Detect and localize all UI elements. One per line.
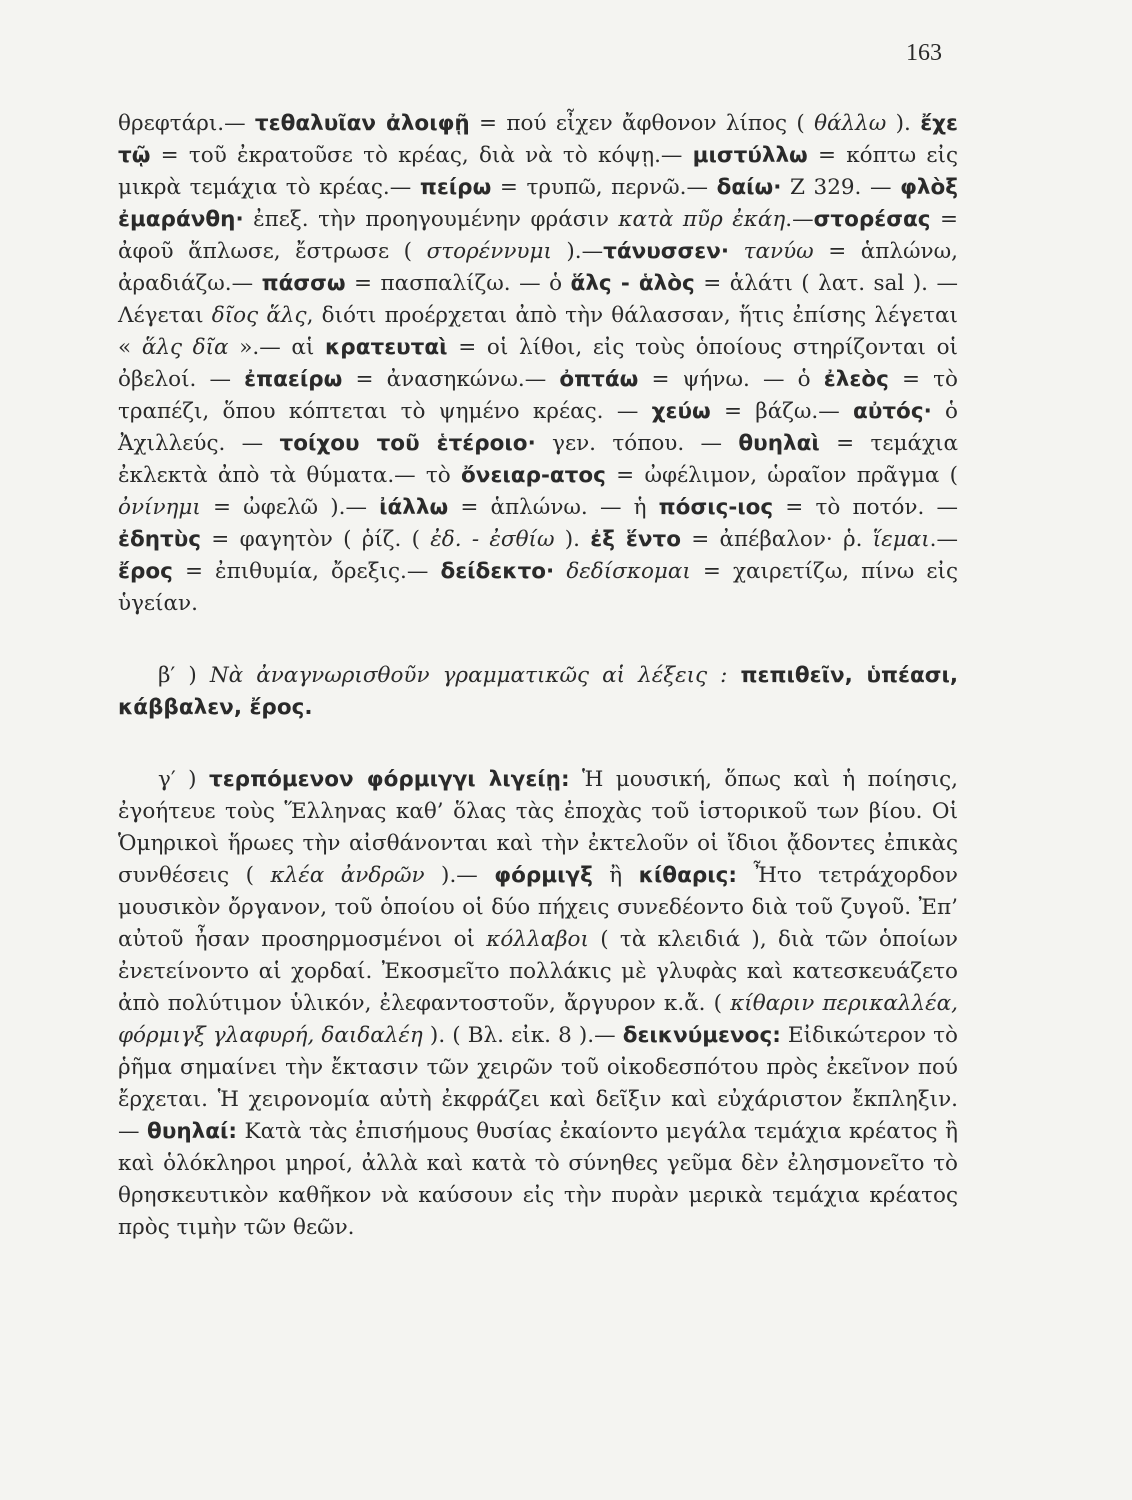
text-run: .— bbox=[785, 207, 814, 232]
paragraph-grammar-task bbox=[118, 660, 958, 724]
text-run bbox=[729, 239, 744, 264]
italic-term: κόλλαβοι bbox=[486, 927, 589, 952]
headword: τάνυσσεν· bbox=[603, 239, 730, 264]
text-run: β′ ) bbox=[158, 663, 210, 688]
headword: ἰάλλω bbox=[379, 495, 449, 520]
text-run: = τὸ ποτόν. — bbox=[773, 495, 958, 520]
paragraph-commentary bbox=[118, 764, 958, 1244]
headword: κίθαρις: bbox=[638, 863, 737, 888]
headword: ἐπαείρω bbox=[244, 367, 343, 392]
headword: ἐδητὺς bbox=[118, 527, 202, 552]
italic-term: ἵεμαι bbox=[872, 527, 930, 552]
text-run: = τεμάχια ἐκλεκτὰ ἀπὸ τὰ θύματα.— τὸ bbox=[118, 431, 959, 488]
text-run: ). bbox=[554, 527, 591, 552]
text-run: ὁ Ἀχιλλεύς. — bbox=[118, 399, 958, 456]
body-text bbox=[118, 108, 958, 1244]
italic-term: κατὰ πῦρ ἐκάη bbox=[618, 207, 786, 232]
italic-term: δεδίσκομαι bbox=[566, 559, 691, 584]
text-run: = ἀνασηκώνω.— bbox=[342, 367, 560, 392]
headword: πεπιθεῖν, ὑπέασι, κάββαλεν, ἔρος. bbox=[118, 663, 959, 720]
headword: ἐλεὸς bbox=[823, 367, 889, 392]
text-run bbox=[727, 663, 740, 688]
headword: θυηλαί: bbox=[147, 1119, 237, 1144]
headword: ἅλς - ἁλὸς bbox=[570, 271, 695, 296]
text-run: = ἁλάτι ( λατ. sal ). — Λέγεται bbox=[118, 271, 958, 328]
headword: ὀπτάω bbox=[559, 367, 639, 392]
headword: φόρμιγξ bbox=[494, 863, 593, 888]
text-run: = ἐπιθυμία, ὄρεξις.— bbox=[172, 559, 441, 584]
paragraph-glossary bbox=[118, 108, 958, 620]
text-run: γ′ ) bbox=[158, 767, 209, 792]
text-run: = ἀφοῦ ἅπλωσε, ἔστρωσε ( bbox=[118, 207, 959, 264]
text-run: = πού εἶχεν ἄφθονον λίπος ( bbox=[469, 111, 815, 136]
text-run: = κόπτω εἰς μικρὰ τεμάχια τὸ κρέας.— bbox=[118, 143, 958, 200]
italic-term: θάλλω bbox=[814, 111, 887, 136]
headword: πόσις-ιος bbox=[658, 495, 774, 520]
text-run: ἐπεξ. τὴν προηγουμένην φράσιν bbox=[243, 207, 619, 232]
text-run: = τρυπῶ, περνῶ.— bbox=[491, 175, 717, 200]
text-run: Ζ 329. — bbox=[781, 175, 901, 200]
text-run: .— bbox=[929, 527, 958, 552]
headword: τοίχου τοῦ ἑτέροιο· bbox=[279, 431, 536, 456]
text-run: Ἡ μουσική, ὅπως καὶ ἡ ποίησις, ἐγοήτευε τοὺς Ἕλληνας καθ’ ὅλας τὰς ἐποχὰς τοῦ ἱστορικοῦ των βίου. Οἱ Ὁμηρικοὶ ἥρωες τὴν αἰσθάνονται καὶ τὴν ἐκτελοῦν οἱ ἴδιοι ᾄδοντες ἐπικὰς συνθέσεις ( bbox=[118, 767, 958, 888]
text-run: θρεφτάρι.— bbox=[118, 111, 255, 136]
text-run: = ἁπλώνω, ἀραδιάζω.— bbox=[118, 239, 958, 296]
text-run: = ἀπέβαλον· ῥ. bbox=[680, 527, 873, 552]
text-run: ).— bbox=[551, 239, 604, 264]
italic-term: Νὰ ἀναγνωρισθοῦν γραμματικῶς αἱ λέξεις : bbox=[209, 663, 728, 688]
text-run: Κατὰ τὰς ἐπισήμους θυσίας ἐκαίοντο μεγάλα τεμάχια κρέατος ἢ καὶ ὁλόκληροι μηροί, ἀλλὰ καὶ κατὰ τὸ σύνηθες γεῦμα δὲν ἐλησμονεῖτο τὸ θρησκευτικὸν καθῆκον νὰ καύσουν εἰς τὴν πυρὰν μερικὰ τεμάχια κρέατος πρὸς τιμὴν τῶν θεῶν. bbox=[118, 1119, 959, 1240]
italic-term: ὀνίνημι bbox=[118, 495, 201, 520]
italic-term: στορέννυμι bbox=[426, 239, 552, 264]
headword: τεθαλυῖαν ἀλοιφῇ bbox=[254, 111, 470, 136]
italic-term: ἐδ. - ἐσθίω bbox=[430, 527, 555, 552]
text-run: γεν. τόπου. — bbox=[535, 431, 739, 456]
headword: πείρω bbox=[419, 175, 492, 200]
text-run: = οἱ λίθοι, εἰς τοὺς ὁποίους στηρίζονται οἱ ὀβελοί. — bbox=[118, 335, 958, 392]
headword: αὐτός· bbox=[853, 399, 932, 424]
text-run: ἢ bbox=[592, 863, 639, 888]
headword: θυηλαὶ bbox=[738, 431, 820, 456]
italic-term: ἅλς δῖα bbox=[141, 335, 229, 360]
text-run: = ὠφελῶ ).— bbox=[200, 495, 380, 520]
text-run: = ψήνω. — ὁ bbox=[638, 367, 824, 392]
headword: ἔρος bbox=[118, 559, 173, 584]
headword: μιστύλλω bbox=[692, 143, 808, 168]
text-run: = πασπαλίζω. — ὁ bbox=[345, 271, 571, 296]
headword: φλὸξ ἐμαράνθη· bbox=[118, 175, 958, 232]
text-run: = ὠφέλιμον, ὡραῖον πρᾶγμα ( bbox=[605, 463, 958, 488]
text-run: , διότι προέρχεται ἀπὸ τὴν θάλασσαν, ἥτις ἐπίσης λέγεται « bbox=[118, 303, 958, 360]
italic-term: κλέα ἀνδρῶν bbox=[270, 863, 425, 888]
headword: ἐξ ἕντο bbox=[590, 527, 681, 552]
text-run: ). bbox=[886, 111, 921, 136]
italic-term: δῖος ἅλς bbox=[211, 303, 307, 328]
headword: στορέσας bbox=[813, 207, 931, 232]
text-run: = τὸ τραπέζι, ὅπου κόπτεται τὸ ψημένο κρέας. — bbox=[118, 367, 959, 424]
text-run: ».— αἱ bbox=[228, 335, 326, 360]
headword: δαίω· bbox=[716, 175, 782, 200]
text-run: = βάζω.— bbox=[710, 399, 854, 424]
text-run: = τοῦ ἐκρατοῦσε τὸ κρέας, διὰ νὰ τὸ κόψῃ.— bbox=[150, 143, 693, 168]
headword: τερπόμενον φόρμιγγι λιγείῃ: bbox=[208, 767, 570, 792]
headword: κρατευταὶ bbox=[325, 335, 448, 360]
text-run: Εἰδικώτερον τὸ ῥῆμα σημαίνει τὴν ἔκτασιν τῶν χειρῶν τοῦ οἰκοδεσπότου πρὸς ἐκεῖνον πού ἔρχεται. Ἡ χειρονομία αὐτὴ ἐκφράζει καὶ δεῖξιν καὶ εὐχάριστον ἔκπληξιν. — bbox=[118, 1023, 959, 1144]
text-run: = ἁπλώνω. — ἡ bbox=[448, 495, 659, 520]
text-run: ).— bbox=[424, 863, 495, 888]
text-run: ( τὰ κλειδιά ), διὰ τῶν ὁποίων ἐνετείνοντο αἱ χορδαί. Ἐκοσμεῖτο πολλάκις μὲ γλυφὰς καὶ κατεσκευάζετο ἀπὸ πολύτιμον ὑλικόν, ἐλεφαντοστοῦν, ἄργυρον κ.ἄ. ( bbox=[118, 927, 958, 1016]
text-run: = χαιρετίζω, πίνω εἰς ὑγείαν. bbox=[118, 559, 958, 616]
text-run bbox=[554, 559, 566, 584]
italic-term: τανύω bbox=[743, 239, 814, 264]
text-run: Ἦτο τετράχορδον μουσικὸν ὄργανον, τοῦ ὁποίου οἱ δύο πήχεις συνεδέοντο διὰ τοῦ ζυγοῦ. Ἐπ’ αὐτοῦ ἦσαν προσηρμοσμένοι οἱ bbox=[118, 863, 959, 952]
page-number: 163 bbox=[906, 40, 942, 66]
headword: δείδεκτο· bbox=[440, 559, 555, 584]
headword: δεικνύμενος: bbox=[622, 1023, 781, 1048]
headword: χεύω bbox=[651, 399, 711, 424]
headword: πάσσω bbox=[261, 271, 346, 296]
text-run: ). ( Βλ. εἰκ. 8 ).— bbox=[422, 1023, 623, 1048]
headword: ἔχε τῷ bbox=[118, 111, 958, 168]
text-run: = φαγητὸν ( ῥίζ. ( bbox=[201, 527, 431, 552]
italic-term: κίθαριν περικαλλέα, φόρμιγξ γλαφυρή, δαιδαλέη bbox=[118, 991, 958, 1048]
headword: ὄνειαρ-ατος bbox=[461, 463, 606, 488]
